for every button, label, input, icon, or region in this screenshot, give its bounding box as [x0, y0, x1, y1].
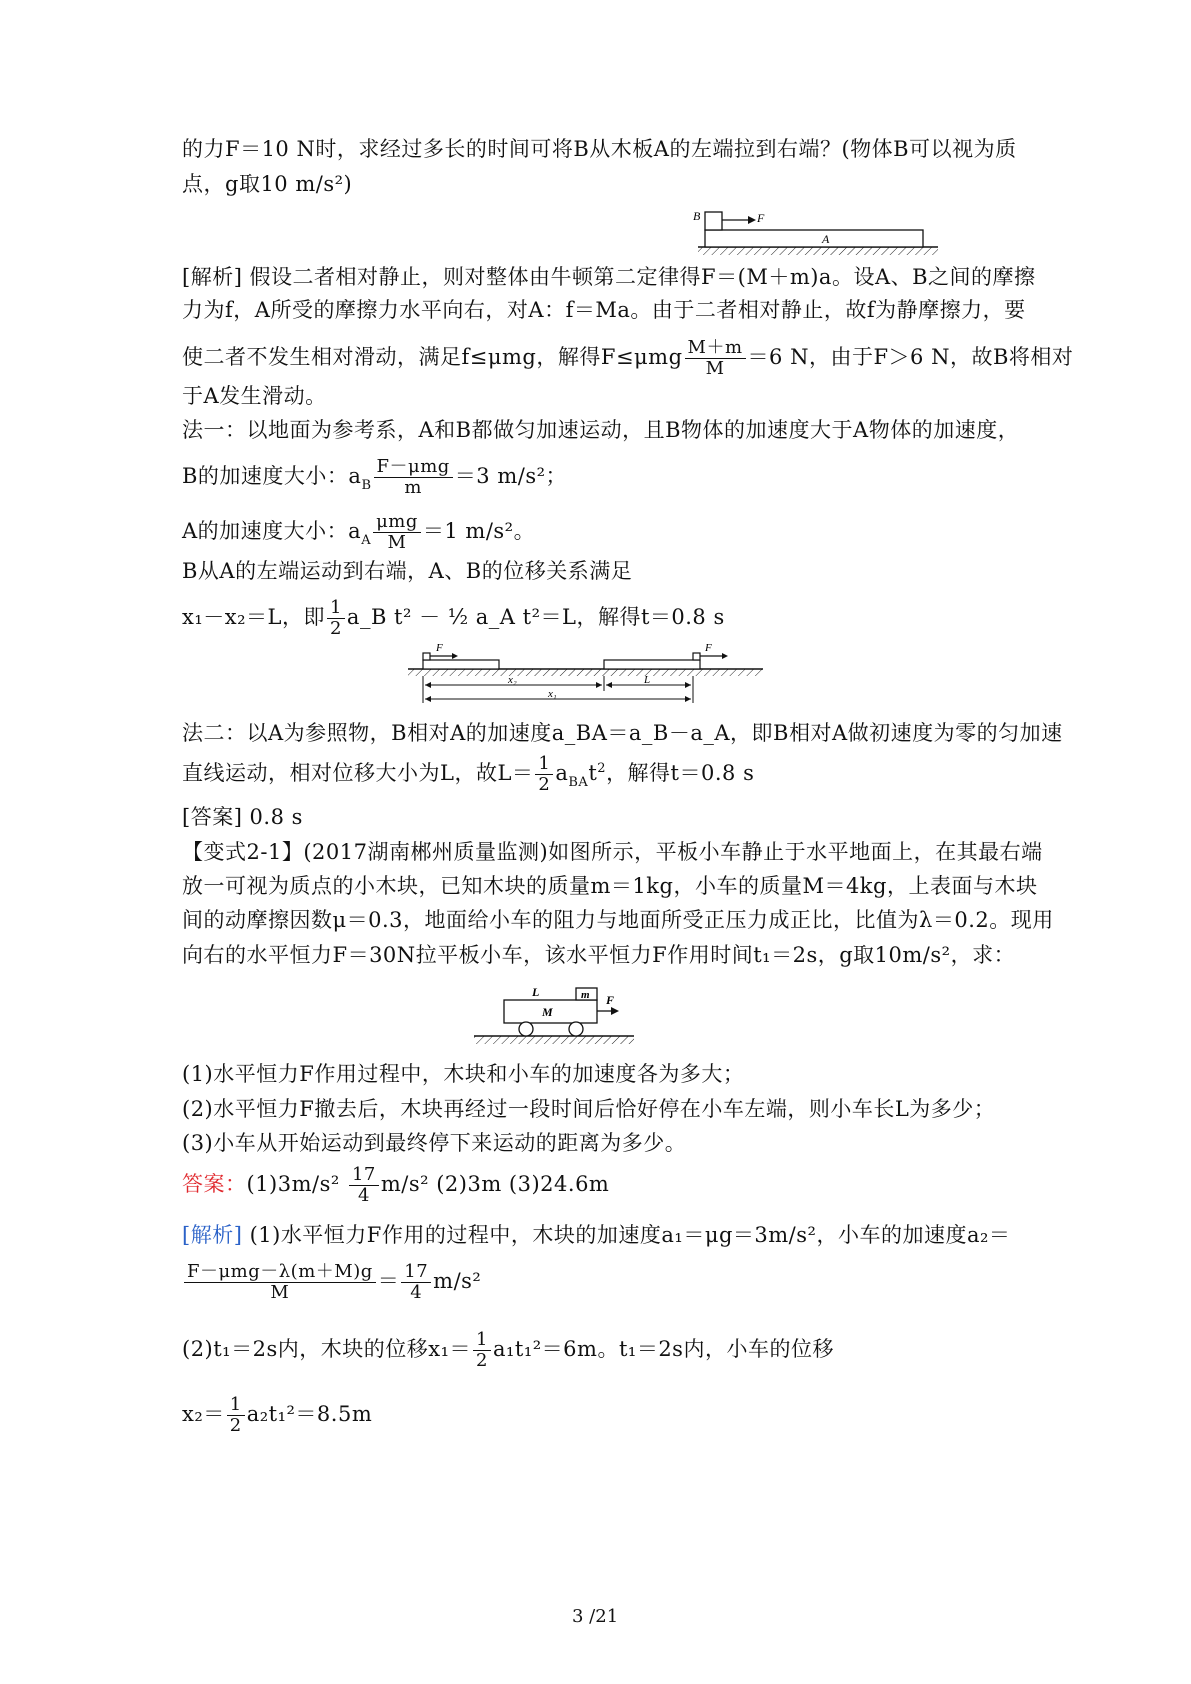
board-end — [604, 660, 700, 669]
text-line: A的加速度大小：$a_A$ $\frac{\text{μmg}}{M}$ ＝1 m/s²。 — [182, 511, 536, 553]
text-line: 放一可视为质点的小木块，已知木块的质量m＝1kg，小车的质量M＝4kg，上表面与木块 — [182, 874, 1038, 898]
page-number: 3 /21 — [572, 1606, 619, 1627]
text-line: B的加速度大小：$a_B$ $\frac{\text{F－μmg}}{m}$ ＝3 m/s²； — [182, 456, 568, 498]
text-line: 法二：以A为参照物，B相对A的加速度a_BA＝a_B－a_A，即B相对A做初速度为零的匀加速 — [182, 721, 1063, 745]
wheel — [519, 1022, 533, 1036]
fraction: $\frac{\text{F－μmg－λ(m＋M)g}}{M}$ — [184, 1262, 376, 1303]
text-line: x₂＝ $\frac{1}{2}$ a₂t₁²＝8.5m — [182, 1394, 373, 1436]
text-line: 法一：以地面为参考系，A和B都做匀加速运动，且B物体的加速度大于A物体的加速度， — [182, 418, 1020, 442]
fraction: $\frac{17}{4}$ — [349, 1165, 379, 1206]
label-big-m: M — [542, 1005, 553, 1019]
text-line: (2)t₁＝2s内，木块的位移x₁＝ $\frac{1}{2}$ a₁t₁²＝6m。t₁＝2s内，小车的位移 — [182, 1329, 834, 1371]
text-line: 使二者不发生相对滑动，满足f≤μmg，解得F≤μmg $\frac{M+m}{M}$ ＝6 N，由于F＞6 N，故B将相对 — [182, 337, 1074, 379]
fraction: $\frac{M+m}{M}$ — [685, 338, 746, 379]
board-start — [423, 660, 499, 669]
ground — [698, 247, 938, 255]
answer-line: 答案：(1)3m/s² $\frac{17}{4}$ m/s² (2)3m (3)24.6m — [182, 1164, 610, 1206]
fraction: $\frac{\text{F－μmg}}{m}$ — [374, 457, 453, 498]
text-line: 于A发生滑动。 — [182, 384, 327, 408]
text-line: (2)水平恒力F撤去后，木块再经过一段时间后恰好停在小车左端，则小车长L为多少； — [182, 1097, 996, 1121]
analysis-label: [解析] — [182, 1223, 243, 1247]
label-b: B — [693, 209, 701, 223]
label-l: L — [644, 674, 651, 686]
text-line: (3)小车从开始运动到最终停下来运动的距离为多少。 — [182, 1131, 687, 1155]
text-line: x₁－x₂＝L，即 $\frac{1}{2}$ a_B t² － ½ a_A t²＝L，解得t＝0.8 s — [182, 597, 725, 639]
block-start — [423, 653, 430, 660]
text-line: $\frac{\text{F－μmg－λ(m＋M)g}}{M}$ ＝ $\frac{17}{4}$ m/s² — [182, 1262, 481, 1303]
label-l: L — [532, 985, 540, 999]
figure-cart — [474, 978, 654, 1048]
block-end — [693, 653, 700, 660]
fraction: $\frac{1}{2}$ — [535, 754, 553, 795]
block-b — [705, 212, 722, 230]
label-f: F — [606, 993, 615, 1007]
text-line: 力为f，A所受的摩擦力水平向右，对A：f＝Ma。由于二者相对静止，故f为静摩擦力，要 — [182, 298, 1026, 322]
fraction: $\frac{\text{μmg}}{M}$ — [373, 512, 421, 553]
text-line: 向右的水平恒力F＝30N拉平板小车，该水平恒力F作用时间t₁＝2s，g取10m/s²，求： — [182, 943, 1016, 967]
label-m: m — [581, 989, 590, 1001]
text-line: 点，g取10 m/s²) — [182, 172, 353, 196]
figure-block-on-board — [690, 200, 950, 260]
fraction: $\frac{1}{2}$ — [227, 1395, 245, 1436]
text-line: [答案] 0.8 s — [182, 805, 303, 829]
fraction: $\frac{1}{2}$ — [327, 598, 345, 639]
label-x1: x₁ — [548, 688, 557, 700]
text-line: B从A的左端运动到右端，A、B的位移关系满足 — [182, 559, 633, 583]
analysis-line: [解析] (1)水平恒力F作用的过程中，木块的加速度a₁＝μg＝3m/s²，小车的加速度a₂＝ — [182, 1223, 1011, 1247]
label-x2: x₂ — [508, 674, 517, 686]
fraction: $\frac{1}{2}$ — [473, 1330, 491, 1371]
answer-label: 答案： — [182, 1172, 247, 1196]
label-f: F — [436, 642, 443, 654]
label-f: F — [705, 642, 712, 654]
text-line: (1)水平恒力F作用过程中，木块和小车的加速度各为多大； — [182, 1062, 745, 1086]
label-a: A — [822, 232, 830, 246]
text-line: 直线运动，相对位移大小为L，故L＝ $\frac{1}{2}$ $a_{BA}t^2$，解得t＝0.8 s — [182, 753, 755, 795]
text-line: [解析] 假设二者相对静止，则对整体由牛顿第二定律得F＝(M＋m)a。设A、B之间的摩擦 — [182, 265, 1036, 289]
figure-displacement — [408, 641, 768, 709]
ground — [474, 1036, 634, 1044]
text-line: 【变式2-1】(2017湖南郴州质量监测)如图所示，平板小车静止于水平地面上，在其最右端 — [182, 840, 1043, 864]
text-line: 的力F＝10 N时，求经过多长的时间可将B从木板A的左端拉到右端？(物体B可以视为质 — [182, 137, 1017, 161]
label-f: F — [757, 211, 765, 225]
board-a — [705, 230, 923, 247]
wheel — [569, 1022, 583, 1036]
ground — [408, 669, 763, 676]
fraction: $\frac{17}{4}$ — [401, 1262, 431, 1303]
text-line: 间的动摩擦因数μ＝0.3，地面给小车的阻力与地面所受正压力成正比，比值为λ＝0.2。现用 — [182, 908, 1054, 932]
